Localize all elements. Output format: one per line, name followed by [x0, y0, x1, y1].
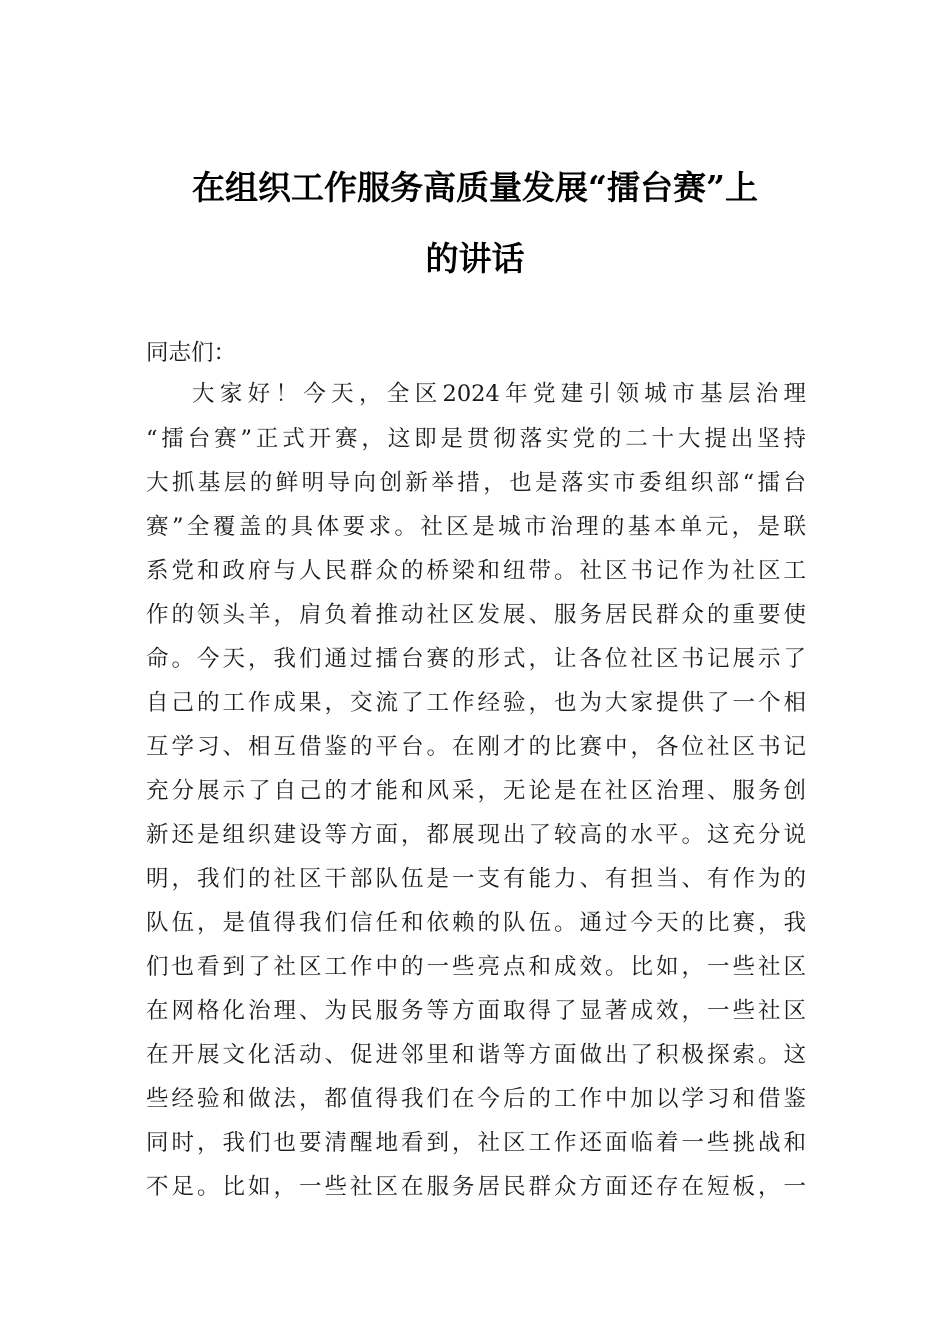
body-line: 系党和政府与人民群众的桥梁和纽带。社区书记作为社区工	[146, 558, 806, 584]
body-line: 明，我们的社区干部队伍是一支有能力、有担当、有作为的	[146, 866, 806, 892]
document-title-line-1: 在组织工作服务高质量发展“擂台赛”上	[192, 168, 758, 207]
body-line: 赛”全覆盖的具体要求。社区是城市治理的基本单元，是联	[146, 514, 806, 540]
body-line: 们也看到了社区工作中的一些亮点和成效。比如，一些社区	[146, 954, 806, 980]
body-line: 充分展示了自己的才能和风采，无论是在社区治理、服务创	[146, 778, 806, 804]
body-line: 互学习、相互借鉴的平台。在刚才的比赛中，各位社区书记	[146, 734, 806, 760]
body-line: 大抓基层的鲜明导向创新举措，也是落实市委组织部“擂台	[146, 470, 806, 496]
body-line: 作的领头羊，肩负着推动社区发展、服务居民群众的重要使	[146, 602, 806, 628]
body-line: 新还是组织建设等方面，都展现出了较高的水平。这充分说	[146, 822, 806, 848]
document-title-line-2: 的讲话	[425, 239, 525, 278]
body-line: 同时，我们也要清醒地看到，社区工作还面临着一些挑战和	[146, 1130, 806, 1156]
body-line: 命。今天，我们通过擂台赛的形式，让各位社区书记展示了	[146, 646, 806, 672]
body-line: 在开展文化活动、促进邻里和谐等方面做出了积极探索。这	[146, 1042, 806, 1068]
salutation: 同志们：	[146, 340, 237, 366]
body-line: 不足。比如，一些社区在服务居民群众方面还存在短板，一	[146, 1174, 806, 1200]
body-line: 大家好！今天，全区2024年党建引领城市基层治理	[192, 381, 806, 407]
body-line: “擂台赛”正式开赛，这即是贯彻落实党的二十大提出坚持	[146, 426, 806, 452]
body-line: 队伍，是值得我们信任和依赖的队伍。通过今天的比赛，我	[146, 910, 806, 936]
body-line: 些经验和做法，都值得我们在今后的工作中加以学习和借鉴	[146, 1086, 806, 1112]
body-line: 在网格化治理、为民服务等方面取得了显著成效，一些社区	[146, 998, 806, 1024]
body-line: 自己的工作成果，交流了工作经验，也为大家提供了一个相	[146, 690, 806, 716]
